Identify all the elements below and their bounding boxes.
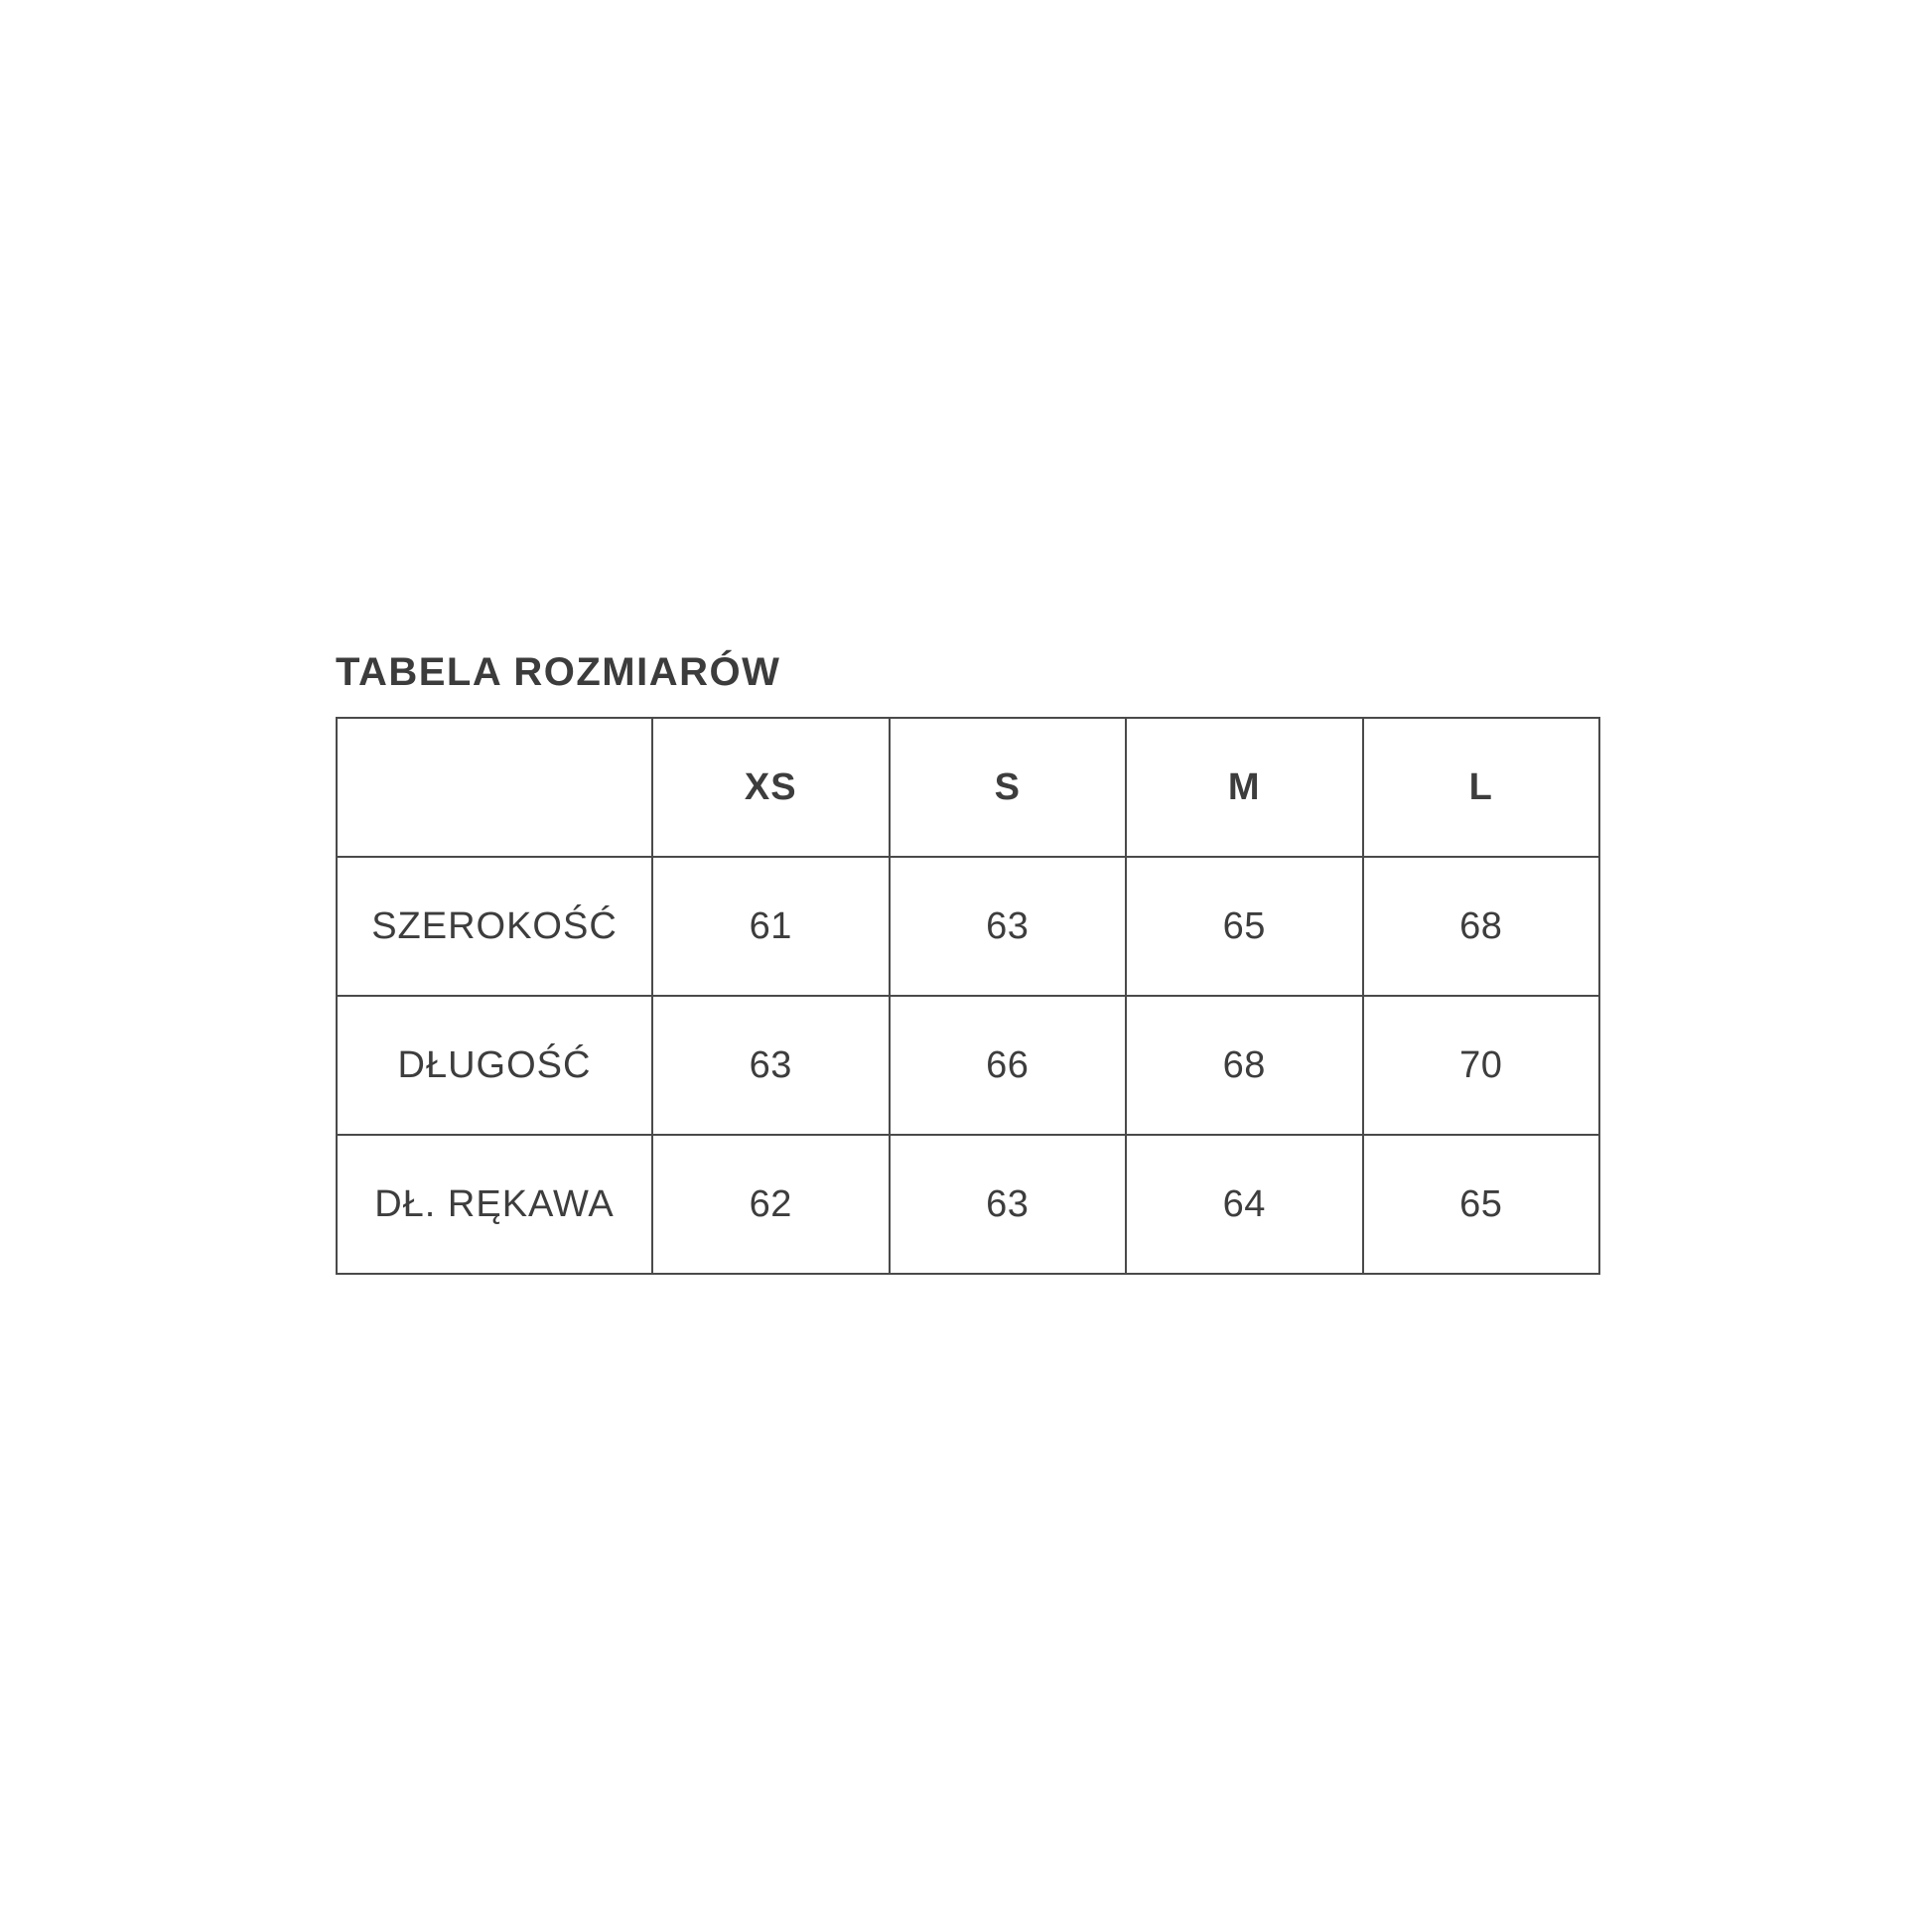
cell-sleeve-m: 64: [1126, 1135, 1363, 1274]
cell-length-s: 66: [890, 996, 1127, 1135]
col-header-s: S: [890, 718, 1127, 857]
table-row-sleeve: [337, 1135, 1599, 1274]
header-row: [337, 718, 1599, 857]
size-table-title: TABELA ROZMIARÓW: [336, 650, 781, 694]
cell-length-m: 68: [1126, 996, 1363, 1135]
cell-width-m: 65: [1126, 857, 1363, 996]
cell-sleeve-xs: 62: [652, 1135, 890, 1274]
size-table-section: [336, 650, 1600, 1275]
corner-cell: [337, 718, 652, 857]
cell-width-xs: 61: [652, 857, 890, 996]
cell-length-l: 70: [1363, 996, 1600, 1135]
cell-sleeve-s: 63: [890, 1135, 1127, 1274]
cell-width-s: 63: [890, 857, 1127, 996]
col-header-xs: XS: [652, 718, 890, 857]
cell-length-xs: 63: [652, 996, 890, 1135]
table-row-length: [337, 996, 1599, 1135]
row-label-sleeve: DŁ. RĘKAWA: [337, 1135, 652, 1274]
col-header-m: M: [1126, 718, 1363, 857]
cell-sleeve-l: 65: [1363, 1135, 1600, 1274]
col-header-l: L: [1363, 718, 1600, 857]
table-row-width: [337, 857, 1599, 996]
row-label-width: SZEROKOŚĆ: [337, 857, 652, 996]
cell-width-l: 68: [1363, 857, 1600, 996]
row-label-length: DŁUGOŚĆ: [337, 996, 652, 1135]
size-table: [336, 717, 1600, 1275]
